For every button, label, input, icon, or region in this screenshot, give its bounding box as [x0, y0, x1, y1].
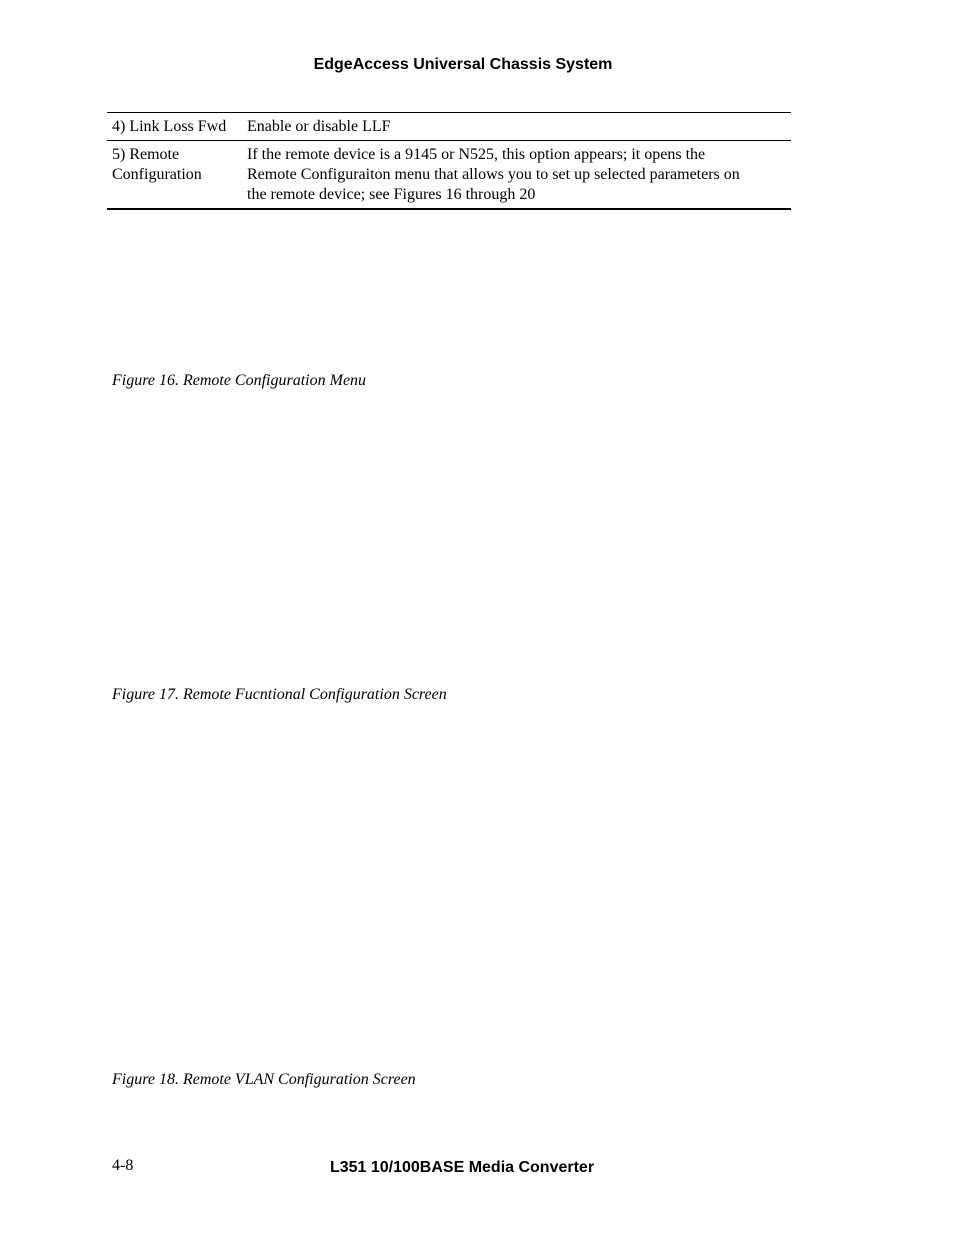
- figure-17-caption: Figure 17. Remote Fucntional Configuration Screen: [112, 686, 447, 703]
- options-table: [107, 112, 791, 210]
- option-name: 4) Link Loss Fwd: [112, 118, 227, 135]
- figure-16-caption: Figure 16. Remote Configuration Menu: [112, 372, 367, 389]
- page-footer-title: L351 10/100BASE Media Converter: [329, 1159, 595, 1176]
- option-description: [247, 145, 791, 205]
- page-number: 4-8: [112, 1157, 134, 1174]
- figure-18-caption: Figure 18. Remote VLAN Configuration Screen: [112, 1071, 416, 1088]
- table-row: [107, 113, 791, 140]
- description-line: Remote Configuraiton menu that allows you to set up selected parameters on: [247, 166, 740, 183]
- option-description: Enable or disable LLF: [247, 118, 391, 135]
- page-header-title: EdgeAccess Universal Chassis System: [313, 56, 613, 73]
- table-row: [107, 140, 791, 208]
- description-line: If the remote device is a 9145 or N525, this option appears; it opens the: [247, 146, 706, 163]
- option-name-line: 5) Remote: [112, 146, 180, 163]
- description-line: the remote device; see Figures 16 through 20: [247, 186, 536, 203]
- option-name-line: Configuration: [112, 166, 202, 183]
- option-name: [107, 145, 247, 205]
